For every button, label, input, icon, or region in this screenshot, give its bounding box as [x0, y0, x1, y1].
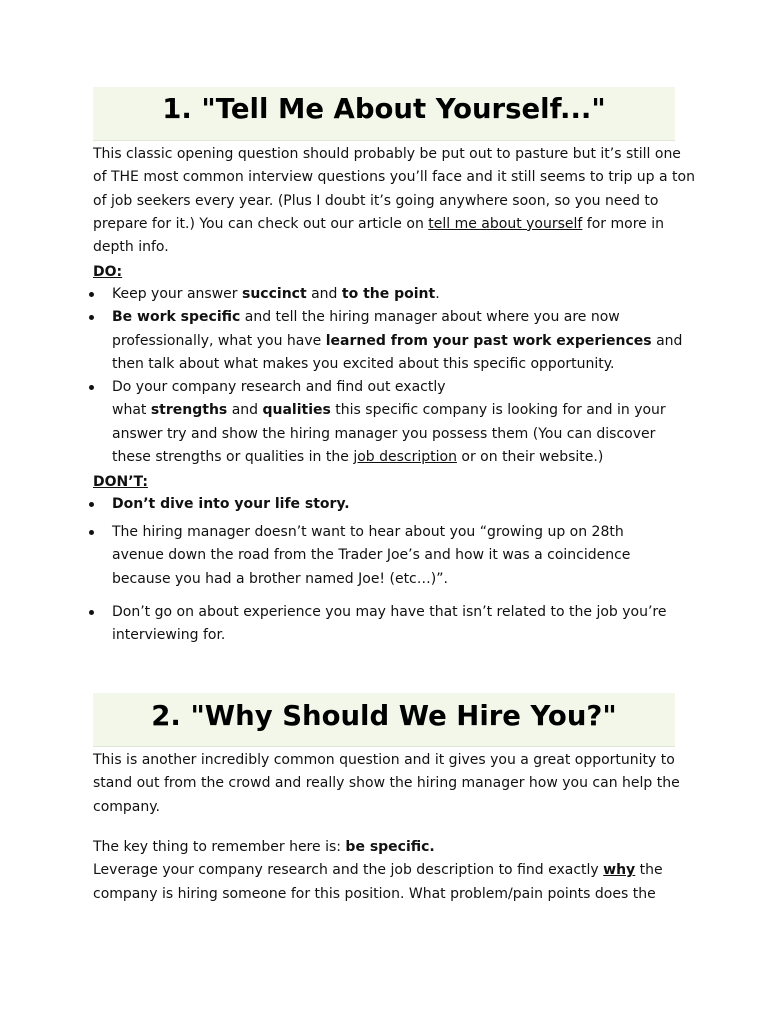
do-label: DO:	[93, 264, 123, 280]
key-line: company is hiring someone for this position. What problem/pain points does the	[93, 885, 656, 902]
item-text: what	[112, 402, 151, 419]
bullet-icon	[89, 292, 94, 297]
do-list	[0, 283, 682, 469]
item-text: Keep your answer	[112, 286, 242, 302]
item-text: and	[227, 402, 263, 419]
list-item	[0, 493, 350, 516]
item-bold-text: learned from your past work experiences	[325, 332, 652, 349]
key-text: the	[635, 862, 663, 879]
section-1-heading: 1. "Tell Me About Yourself..."	[93, 87, 675, 141]
item-bold-text: to the point	[341, 286, 436, 302]
item-bold-text: Don’t dive into your life story.	[112, 496, 350, 512]
dont-list	[0, 493, 350, 516]
dont-list	[0, 601, 666, 648]
item-text: answer try and show the hiring manager you possess them (You can discover	[112, 425, 656, 442]
intro-line: of THE most common interview questions you’ll face and it still seems to trip up a ton	[93, 169, 695, 186]
key-line	[93, 836, 675, 859]
item-text: because you had a brother named Joe! (etc…)”.	[112, 570, 448, 587]
item-text: The hiring manager doesn’t want to hear about you “growing up on 28th	[112, 524, 624, 540]
item-bold-text: qualities	[262, 402, 331, 419]
list-item	[0, 601, 666, 648]
list-item	[0, 376, 682, 469]
section-2-intro	[93, 749, 680, 819]
intro-line: stand out from the crowd and really show the hiring manager how you can help the	[93, 775, 680, 792]
job-description-link[interactable]: job description	[353, 449, 457, 466]
section-1-intro	[93, 143, 695, 259]
intro-line	[93, 213, 675, 236]
item-text: .	[435, 286, 440, 302]
section-2-key-paragraph	[93, 836, 675, 906]
item-text: professionally, what you have	[112, 332, 326, 349]
bullet-icon	[89, 610, 94, 615]
key-text: The key thing to remember here is:	[93, 839, 346, 855]
item-text: and	[306, 286, 342, 302]
item-text: this specific company is looking for and in your	[330, 402, 666, 419]
tell-me-about-yourself-link[interactable]: tell me about yourself	[428, 215, 583, 232]
item-bold-text: Be work specific	[112, 309, 241, 326]
key-text: Leverage your company research and the job description to find exactly	[93, 862, 604, 879]
bullet-icon	[89, 385, 94, 390]
intro-line: company.	[93, 798, 160, 815]
item-text: these strengths or qualities in the	[112, 449, 354, 466]
why-emphasis: why	[603, 862, 636, 879]
bullet-icon	[89, 502, 94, 507]
item-text: Do your company research and find out exactly	[112, 379, 446, 396]
intro-text: prepare for it.) You can check out our article on	[93, 215, 429, 232]
intro-line: depth info.	[93, 239, 169, 256]
item-text: and tell the hiring manager about where you are now	[240, 309, 620, 326]
item-bold-text: strengths	[150, 402, 228, 419]
dont-label: DON’T:	[93, 474, 148, 490]
intro-line: of job seekers every year. (Plus I doubt it’s going anywhere soon, so you need to	[93, 192, 659, 209]
intro-text: for more in	[582, 215, 664, 232]
bullet-icon	[89, 530, 94, 535]
item-text: then talk about what makes you excited about this specific opportunity.	[112, 355, 615, 372]
item-text: avenue down the road from the Trader Joe’s and how it was a coincidence	[112, 547, 631, 564]
intro-line: This classic opening question should probably be put out to pasture but it’s still one	[93, 146, 681, 162]
bullet-icon	[89, 315, 94, 320]
list-item	[0, 521, 630, 591]
item-text: interviewing for.	[112, 627, 226, 644]
list-item	[0, 306, 682, 376]
key-line	[93, 859, 675, 882]
intro-line: This is another incredibly common question and it gives you a great opportunity to	[93, 752, 675, 768]
item-text: or on their website.)	[456, 449, 604, 466]
item-bold-text: succinct	[242, 286, 307, 302]
section-2-heading: 2. "Why Should We Hire You?"	[93, 693, 675, 747]
item-text: and	[651, 332, 683, 349]
item-text: Don’t go on about experience you may have that isn’t related to the job you’re	[112, 604, 667, 620]
dont-list	[0, 521, 630, 591]
key-bold-text: be specific.	[345, 839, 435, 855]
list-item	[0, 283, 682, 306]
